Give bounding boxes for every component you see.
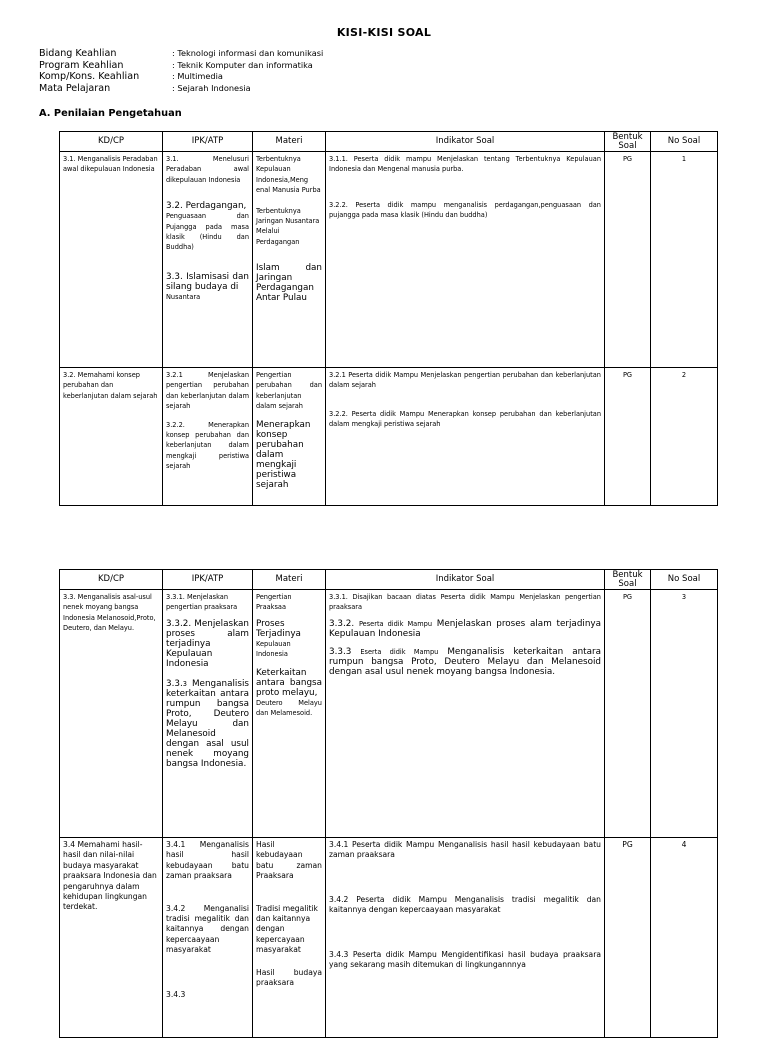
ipk-item-number: 3.3. Islamisasi dan silang budaya di [166, 271, 249, 292]
bentuk-cell: PG [605, 368, 651, 506]
header-ipk: IPK/ATP [163, 132, 253, 152]
indikator-item: 3.4.1 Peserta didik Mampu Menganalisis hasil hasil kebudayaan batu zaman praaksara [329, 840, 601, 860]
ipk-cell [163, 590, 253, 838]
materi-cell [253, 152, 326, 368]
header-no: No Soal [651, 132, 718, 152]
kd-cell: 3.2. Memahami konsep perubahan dan keberlanjutan dalam sejarah [60, 368, 163, 506]
meta-row [39, 48, 323, 60]
ipk-item-text: Menganalisis keterkaitan antara rumpun bangsa Proto, Deutero Melayu dan Melanesoid dengan asal usul nenek moyang bangsa Indonesia. [166, 678, 249, 769]
materi-item: Keterkaitan antara bangsa proto melayu, [256, 667, 322, 698]
materi-item: Hasil budaya praaksara [256, 967, 322, 988]
header-kd: KD/CP [60, 132, 163, 152]
meta-label: Bidang Keahlian [39, 48, 117, 59]
indikator-item: 3.2.1 Peserta didik Mampu Menjelaskan pengertian perubahan dan keberlanjutan dalam sejarah [329, 371, 601, 390]
indikator-item [329, 619, 601, 639]
indikator-item-small: Peserta didik Mampu [358, 619, 433, 628]
meta-row [39, 83, 323, 95]
meta-value: : Teknik Komputer dan informatika [172, 59, 313, 70]
indikator-item: 3.2.2. Peserta didik Mampu Menerapkan konsep perubahan dan keberlanjutan dalam mengkaji peristiwa sejarah [329, 409, 601, 429]
header-bentuk: Bentuk Soal [605, 570, 651, 590]
indikator-item-number: 3.3.2. [329, 618, 355, 629]
meta-value: : Sejarah Indonesia [172, 82, 251, 93]
header-materi: Materi [253, 570, 326, 590]
document-meta [39, 48, 323, 94]
indikator-item-text: Menganalisis keterkaitan antara rumpun bangsa Proto, Deutero Melayu dan Melanesoid dengan asal usul nenek moyang bangsa Indonesia. [329, 646, 602, 677]
indikator-item: 3.2.2. Peserta didik mampu menganalisis perdagangan,penguasaan dan pujangga pada masa klasik (Hindu dan buddha) [329, 200, 601, 220]
kisi-table-1 [59, 131, 718, 506]
no-cell: 4 [651, 838, 718, 1038]
ipk-item: 3.4.3 [166, 989, 186, 999]
no-cell: 1 [651, 152, 718, 368]
indikator-cell [326, 838, 605, 1038]
materi-item: Pengertian perubahan dan keberlanjutan dalam sejarah [256, 371, 322, 411]
table-row [60, 838, 718, 1038]
materi-item: Hasil kebudayaan batu zaman Praaksara [256, 840, 322, 881]
meta-label: Komp/Kons. Keahlian [39, 71, 140, 82]
materi-item: Terbentuknya Jaringan Nusantara Melalui Perdagangan [256, 206, 320, 246]
header-bentuk: Bentuk Soal [605, 132, 651, 152]
bentuk-cell: PG [605, 590, 651, 838]
header-indikator: Indikator Soal [326, 570, 605, 590]
ipk-item: 3.2.1 Menjelaskan pengertian perubahan dan keberlanjutan dalam sejarah [166, 371, 249, 411]
ipk-cell [163, 838, 253, 1038]
indikator-cell [326, 590, 605, 838]
indikator-item-number: 3.3.3 [329, 646, 352, 657]
table-row [60, 590, 718, 838]
ipk-cell [163, 152, 253, 368]
indikator-item [329, 647, 601, 677]
materi-item: Menerapkan konsep perubahan dalam mengkaji peristiwa sejarah [256, 419, 311, 490]
header-kd: KD/CP [60, 570, 163, 590]
materi-item: Terbentuknya Kepulauan Indonesia,Meng enal Manusia Purba [256, 155, 321, 195]
ipk-item-subnumber: 3 [182, 679, 187, 688]
meta-value: : Teknologi informasi dan komunikasi [172, 48, 324, 58]
table-row [60, 152, 718, 368]
kd-cell [60, 838, 163, 1038]
meta-row [39, 71, 323, 83]
materi-item: Islam dan Jaringan Perdagangan Antar Pulau [256, 263, 322, 304]
no-cell: 3 [651, 590, 718, 838]
indikator-item: 3.4.3 Peserta didik Mampu Mengidentifikasi hasil budaya praaksara yang sekarang masih ditemukan di lingkungannnya [329, 949, 601, 970]
table-row [60, 368, 718, 506]
ipk-item: 3.2.2. Menerapkan konsep perubahan dan keberlanjutan dalam mengkaji peristiwa sejarah [166, 420, 249, 471]
materi-item: Kepulauan Indonesia [256, 639, 291, 659]
document-title: KISI-KISI SOAL [336, 26, 432, 39]
materi-item: Tradisi megalitik dan kaitannya dengan kepercayaan masyarakat [256, 903, 318, 955]
meta-value: : Multimedia [172, 71, 223, 81]
kd-cell: 3.1. Menganalisis Peradaban awal dikepulauan Indonesia [60, 152, 163, 368]
ipk-item: 3.3.1. Menjelaskan pengertian praaksara [166, 593, 238, 612]
ipk-item: Penguasaan dan Pujangga pada masa klasik (Hindu dan Buddha) [166, 212, 249, 252]
indikator-item: 3.3.1. Disajikan bacaan diatas Peserta didik Mampu Menjelaskan pengertian praaksara [329, 593, 601, 612]
indikator-item-small: Eserta didik Mampu [360, 647, 439, 656]
meta-label: Mata Pelajaran [39, 82, 111, 94]
bentuk-cell: PG [605, 152, 651, 368]
table-header-row [60, 132, 718, 152]
materi-item: Proses Terjadinya [256, 618, 301, 639]
meta-label: Program Keahlian [39, 59, 124, 71]
ipk-item: 3.3.2. Menjelaskan proses alam terjadinya Kepulauan Indonesia [166, 618, 249, 669]
ipk-item: 3.4.2 Menganalisi tradisi megalitik dan kaitannya dengan kepercaayaan masyarakat [166, 903, 249, 955]
materi-cell [253, 368, 326, 506]
ipk-cell [163, 368, 253, 506]
header-ipk: IPK/ATP [163, 570, 253, 590]
indikator-item-text: Menjelaskan proses alam terjadinya Kepulauan Indonesia [329, 618, 602, 639]
materi-cell [253, 590, 326, 838]
header-no: No Soal [651, 570, 718, 590]
bentuk-cell: PG [605, 838, 651, 1038]
section-title: A. Penilaian Pengetahuan [39, 108, 182, 119]
ipk-item-number: 3.3. [166, 678, 183, 689]
materi-cell [253, 838, 326, 1038]
materi-item: Deutero Melayu dan Melamesoid. [256, 698, 322, 718]
materi-item: Pengertian Praaksaa [256, 593, 292, 612]
header-indikator: Indikator Soal [326, 132, 605, 152]
table-header-row [60, 570, 718, 590]
ipk-item [166, 679, 249, 769]
ipk-item: Nusantara [166, 292, 201, 301]
ipk-item: 3.4.1 Menganalisis hasil hasil kebudayaan batu zaman praaksara [166, 840, 249, 881]
header-materi: Materi [253, 132, 326, 152]
no-cell: 2 [651, 368, 718, 506]
ipk-item-number: 3.2. Perdagangan, [166, 201, 247, 212]
kisi-table-2 [59, 569, 718, 1038]
indikator-item: 3.1.1. Peserta didik mampu Menjelaskan tentang Terbentuknya Kepulauan Indonesia dan Mengenal manusia purba. [329, 155, 601, 174]
indikator-cell [326, 152, 605, 368]
meta-row [39, 60, 323, 72]
indikator-item: 3.4.2 Peserta didik Mampu Menganalisis tradisi megalitik dan kaitannya dengan kepercaayaan masyarakat [329, 894, 601, 915]
indikator-cell [326, 368, 605, 506]
kd-cell: 3.3. Menganalisis asal-usul nenek moyang bangsa Indonesia Melanosoid,Proto, Deutero, dan Melayu. [60, 590, 163, 838]
kd-item: 3.4 Memahami hasil-hasil dan nilai-nilai budaya masyarakat praaksara Indonesia dan pengaruhnya dalam kehidupan lingkungan terdekat. [63, 840, 157, 912]
ipk-item: 3.1. Menelusuri Peradaban awal dikepulauan Indonesia [166, 155, 249, 184]
